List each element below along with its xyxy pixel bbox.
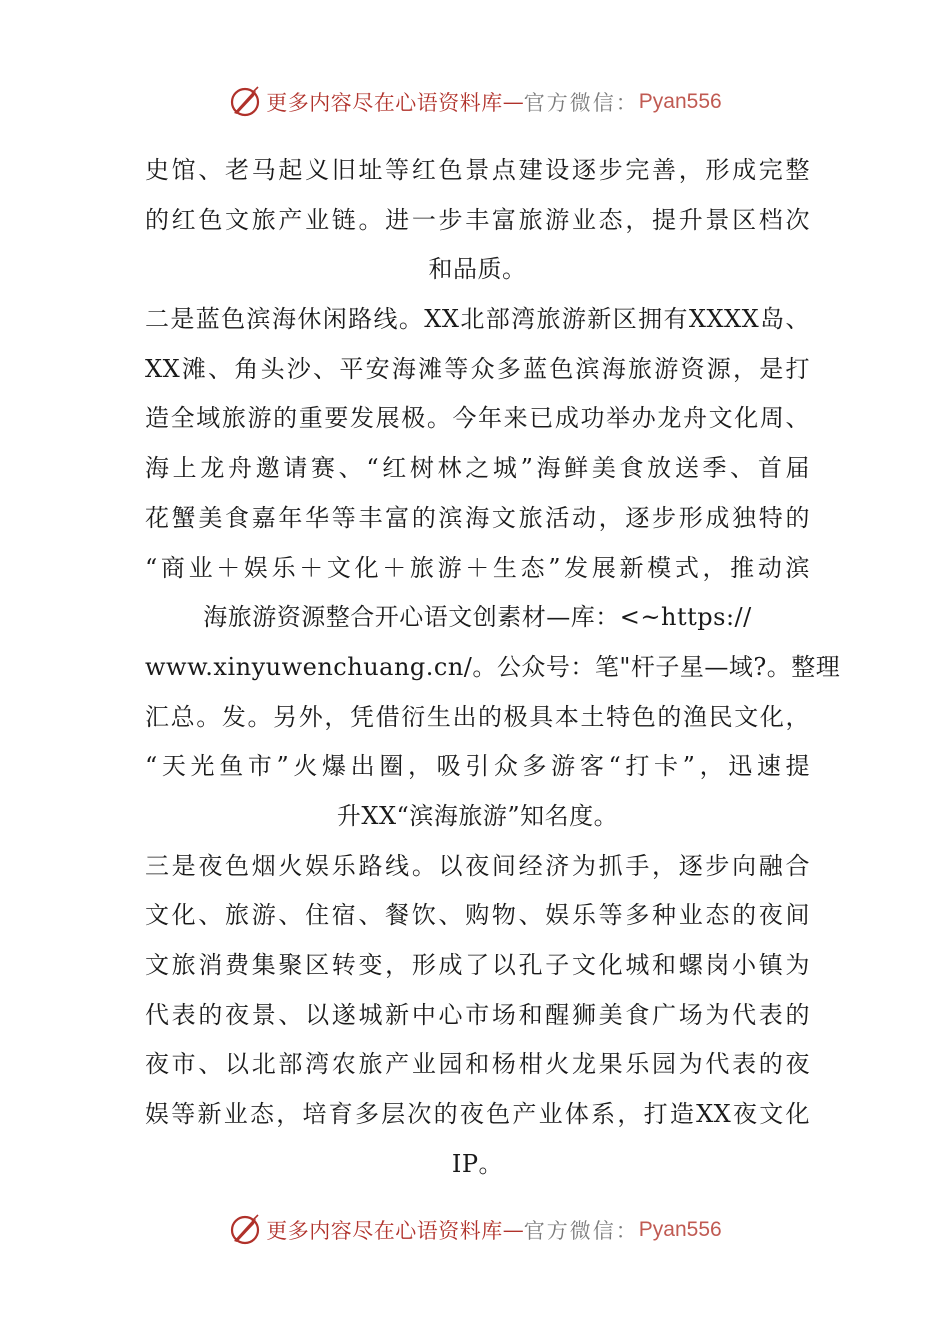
footer-library-text: 更多内容尽在心语资料库: [266, 1219, 503, 1243]
footer-wechat-id: Pyan556: [638, 1218, 722, 1241]
body-line: XX滩、角头沙、平安海滩等众多蓝色滨海旅游资源，是打: [145, 354, 810, 383]
body-line: 造全域旅游的重要发展极。今年来已成功举办龙舟文化周、: [145, 404, 810, 433]
body-line: “商业＋娱乐＋文化＋旅游＋生态”发展新模式，推动滨: [145, 553, 810, 582]
quill-pen-logo-icon: [228, 1213, 262, 1247]
header-banner: [0, 80, 950, 124]
body-line: 海旅游资源整合开心语文创素材—库：<~https://: [203, 603, 752, 632]
header-dash: —: [502, 90, 524, 114]
footer-dash: —: [502, 1218, 524, 1242]
quill-pen-logo-icon: [228, 85, 262, 119]
body-line: 的红色文旅产业链。进一步丰富旅游业态，提升景区档次: [145, 205, 810, 234]
footer-banner: [0, 1208, 950, 1252]
body-line: 升XX“滨海旅游”知名度。: [336, 801, 619, 830]
body-line: 代表的夜景、以遂城新中心市场和醒狮美食广场为代表的: [145, 1000, 810, 1029]
document-body: [145, 146, 841, 1189]
body-line: 三是夜色烟火娱乐路线。以夜间经济为抓手，逐步向融合: [145, 851, 810, 880]
footer-official-text: 官方微信：: [523, 1219, 639, 1243]
body-line: 汇总。发。另外，凭借衍生出的极具本土特色的渔民文化，: [145, 702, 810, 731]
body-line: 文化、旅游、住宿、餐饮、购物、娱乐等多种业态的夜间: [145, 901, 810, 930]
header-official-text: 官方微信：: [523, 91, 639, 115]
body-line: IP。: [451, 1149, 504, 1178]
body-line: 二是蓝色滨海休闲路线。XX北部湾旅游新区拥有XXXX岛、: [145, 305, 810, 334]
body-line: 海上龙舟邀请赛、“红树林之城”海鲜美食放送季、首届: [145, 454, 810, 483]
header-wechat-id: Pyan556: [638, 90, 722, 113]
body-line: 史馆、老马起义旧址等红色景点建设逐步完善，形成完整: [145, 156, 810, 184]
header-library-text: 更多内容尽在心语资料库: [266, 91, 503, 115]
body-line: 和品质。: [428, 255, 527, 284]
body-line: “天光鱼市”火爆出圈，吸引众多游客“打卡”，迅速提: [145, 752, 810, 781]
body-line: 娱等新业态，培育多层次的夜色产业体系，打造XX夜文化: [145, 1100, 810, 1129]
body-line: 夜市、以北部湾农旅产业园和杨柑火龙果乐园为代表的夜: [145, 1050, 810, 1079]
body-line: www.xinyuwenchuang.cn/。公众号：笔"杆子星—域?。整理: [145, 652, 841, 681]
body-line: 花蟹美食嘉年华等丰富的滨海文旅活动，逐步形成独特的: [145, 503, 810, 532]
body-line: 文旅消费集聚区转变，形成了以孔子文化城和螺岗小镇为: [145, 951, 810, 979]
